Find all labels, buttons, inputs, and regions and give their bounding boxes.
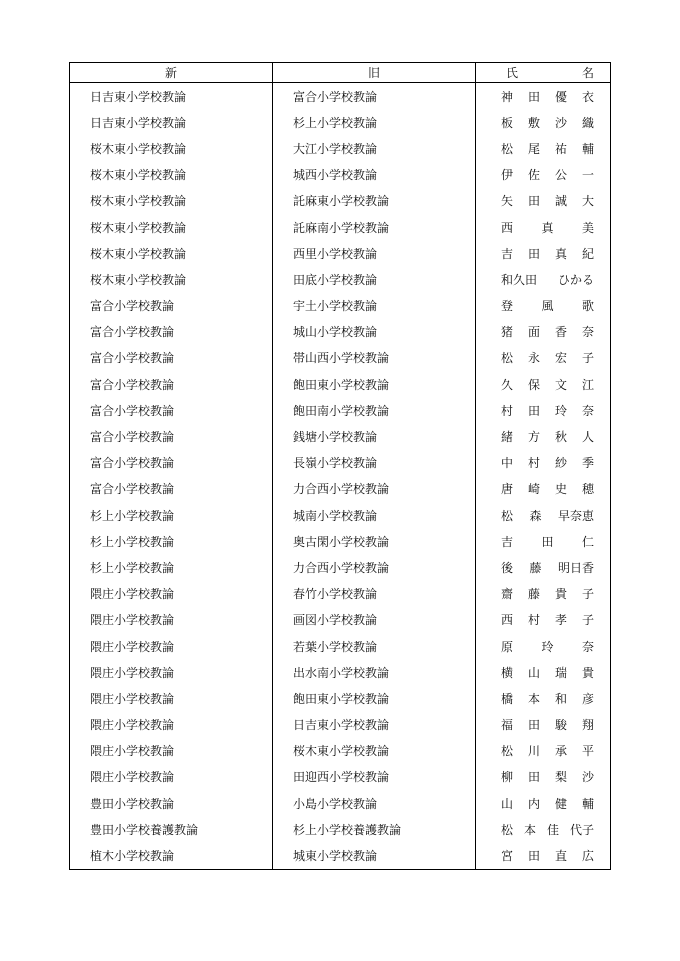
name-part: 奈	[581, 403, 594, 418]
header-name-part: 名	[581, 66, 594, 80]
name-part: 田	[541, 534, 554, 549]
name-part: 森	[529, 508, 542, 523]
table-row	[70, 712, 611, 738]
name-part: 齋	[501, 587, 514, 602]
name-part: 本	[523, 822, 536, 837]
table-row	[70, 266, 611, 292]
name-part: 奈	[581, 325, 594, 340]
table-row	[70, 345, 611, 371]
name-part: 貴	[554, 587, 567, 602]
person-name-cell	[476, 83, 611, 110]
new-position-cell: 富合小学校教論	[70, 397, 273, 423]
name-part: 誠	[554, 194, 567, 209]
new-position-cell: 隈庄小学校教論	[70, 712, 273, 738]
table-row	[70, 109, 611, 135]
name-part: 優	[554, 89, 567, 104]
table-row	[70, 790, 611, 816]
new-position-cell: 豊田小学校養護教論	[70, 816, 273, 842]
old-position-cell: 城東小学校教論	[273, 842, 476, 869]
name-part: 人	[581, 430, 594, 445]
old-position-cell: 飽田南小学校教論	[273, 397, 476, 423]
old-position-cell: 城西小学校教論	[273, 162, 476, 188]
name-part: 横	[501, 665, 514, 680]
name-part: 香	[554, 325, 567, 340]
person-name-cell	[476, 842, 611, 869]
name-part: 孝	[554, 613, 567, 628]
new-position-cell: 隈庄小学校教論	[70, 738, 273, 764]
name-part: 田	[527, 849, 540, 864]
header-old: 旧	[273, 63, 476, 83]
name-part: 明日香	[557, 560, 594, 575]
person-name-cell	[476, 109, 611, 135]
name-part: 原	[501, 639, 514, 654]
table-row	[70, 764, 611, 790]
table-row	[70, 293, 611, 319]
old-position-cell: 画図小学校教論	[273, 607, 476, 633]
name-part: 玲	[541, 639, 554, 654]
table-row	[70, 188, 611, 214]
name-part: 江	[581, 377, 594, 392]
table-row	[70, 214, 611, 240]
name-part: 柳	[501, 770, 514, 785]
name-part: 宏	[554, 351, 567, 366]
old-position-cell: 春竹小学校教論	[273, 581, 476, 607]
header-new: 新	[70, 63, 273, 83]
old-position-cell: 帯山西小学校教論	[273, 345, 476, 371]
new-position-cell: 富合小学校教論	[70, 371, 273, 397]
new-position-cell: 桜木東小学校教論	[70, 214, 273, 240]
old-position-cell: 杉上小学校教論	[273, 109, 476, 135]
person-name-cell	[476, 764, 611, 790]
name-part: 子	[581, 587, 594, 602]
name-part: 季	[581, 456, 594, 471]
person-name-cell	[476, 685, 611, 711]
person-name-cell	[476, 240, 611, 266]
name-part: 松	[501, 351, 514, 366]
person-name-cell	[476, 293, 611, 319]
name-part: 早奈恵	[557, 508, 594, 523]
name-part: 山	[501, 796, 514, 811]
table-row	[70, 842, 611, 869]
table-row	[70, 528, 611, 554]
new-position-cell: 隈庄小学校教論	[70, 633, 273, 659]
name-part: 尾	[527, 141, 540, 156]
header-name	[476, 63, 611, 83]
name-part: 公	[554, 168, 567, 183]
name-part: 奈	[581, 639, 594, 654]
name-part: 福	[501, 718, 514, 733]
person-name-cell	[476, 214, 611, 240]
person-name-cell	[476, 581, 611, 607]
name-part: 内	[527, 796, 540, 811]
new-position-cell: 日吉東小学校教論	[70, 83, 273, 110]
name-part: 佳	[546, 822, 559, 837]
name-part: 健	[554, 796, 567, 811]
name-part: 瑞	[554, 665, 567, 680]
name-part: 沙	[554, 115, 567, 130]
name-part: 真	[554, 246, 567, 261]
name-part: 西	[501, 220, 514, 235]
new-position-cell: 杉上小学校教論	[70, 554, 273, 580]
name-part: 和	[554, 691, 567, 706]
old-position-cell: 小島小学校教論	[273, 790, 476, 816]
person-name-cell	[476, 816, 611, 842]
new-position-cell: 豊田小学校教論	[70, 790, 273, 816]
new-position-cell: 杉上小学校教論	[70, 528, 273, 554]
new-position-cell: 日吉東小学校教論	[70, 109, 273, 135]
name-part: 沙	[581, 770, 594, 785]
new-position-cell: 隈庄小学校教論	[70, 659, 273, 685]
name-part: 祐	[554, 141, 567, 156]
person-name-cell	[476, 397, 611, 423]
old-position-cell: 桜木東小学校教論	[273, 738, 476, 764]
name-part: 文	[554, 377, 567, 392]
name-part: 村	[501, 403, 514, 418]
old-position-cell: 託麻南小学校教論	[273, 214, 476, 240]
person-name-cell	[476, 476, 611, 502]
new-position-cell: 富合小学校教論	[70, 476, 273, 502]
table-row	[70, 607, 611, 633]
name-part: 橋	[501, 691, 514, 706]
table-row	[70, 240, 611, 266]
name-part: 直	[554, 849, 567, 864]
new-position-cell: 富合小学校教論	[70, 293, 273, 319]
name-part: 松	[501, 141, 514, 156]
name-part: 緒	[501, 430, 514, 445]
name-part: 穂	[581, 482, 594, 497]
header-name-part: 氏	[506, 66, 519, 80]
name-part: 子	[581, 613, 594, 628]
old-position-cell: 城山小学校教論	[273, 319, 476, 345]
person-name-cell	[476, 162, 611, 188]
old-position-cell: 田迎西小学校教論	[273, 764, 476, 790]
name-part: 神	[501, 89, 514, 104]
new-position-cell: 隈庄小学校教論	[70, 581, 273, 607]
person-name-cell	[476, 712, 611, 738]
old-position-cell: 城南小学校教論	[273, 502, 476, 528]
table-row	[70, 633, 611, 659]
old-position-cell: 田底小学校教論	[273, 266, 476, 292]
table-row	[70, 450, 611, 476]
name-part: 村	[527, 613, 540, 628]
old-position-cell: 託麻東小学校教論	[273, 188, 476, 214]
person-name-cell	[476, 790, 611, 816]
name-part: 貴	[581, 665, 594, 680]
name-part: 本	[527, 691, 540, 706]
name-part: 中	[501, 456, 514, 471]
name-part: 真	[541, 220, 554, 235]
name-part: 吉	[501, 246, 514, 261]
person-name-cell	[476, 135, 611, 161]
new-position-cell: 桜木東小学校教論	[70, 162, 273, 188]
new-position-cell: 植木小学校教論	[70, 842, 273, 869]
table-row	[70, 162, 611, 188]
person-name-cell	[476, 371, 611, 397]
name-part: 歌	[581, 299, 594, 314]
old-position-cell: 飽田東小学校教論	[273, 685, 476, 711]
old-position-cell: 若葉小学校教論	[273, 633, 476, 659]
table-row	[70, 423, 611, 449]
old-position-cell: 日吉東小学校教論	[273, 712, 476, 738]
name-part: 衣	[581, 89, 594, 104]
old-position-cell: 出水南小学校教論	[273, 659, 476, 685]
name-part: 承	[554, 744, 567, 759]
name-part: 松	[501, 744, 514, 759]
name-part: 松	[501, 508, 514, 523]
new-position-cell: 隈庄小学校教論	[70, 685, 273, 711]
table-row	[70, 319, 611, 345]
new-position-cell: 桜木東小学校教論	[70, 188, 273, 214]
name-part: 織	[581, 115, 594, 130]
name-part: ひかる	[557, 272, 594, 287]
name-part: 川	[527, 744, 540, 759]
name-part: 藤	[529, 560, 542, 575]
old-position-cell: 西里小学校教論	[273, 240, 476, 266]
table-row	[70, 581, 611, 607]
name-part: 一	[581, 168, 594, 183]
name-part: 田	[527, 770, 540, 785]
name-part: 彦	[581, 691, 594, 706]
name-part: 板	[501, 115, 514, 130]
name-part: 松	[501, 822, 514, 837]
new-position-cell: 杉上小学校教論	[70, 502, 273, 528]
table-row	[70, 659, 611, 685]
name-part: 西	[501, 613, 514, 628]
name-part: 子	[581, 351, 594, 366]
personnel-table	[69, 62, 611, 870]
new-position-cell: 桜木東小学校教論	[70, 240, 273, 266]
name-part: 田	[527, 194, 540, 209]
table-row	[70, 135, 611, 161]
new-position-cell: 富合小学校教論	[70, 319, 273, 345]
old-position-cell: 力合西小学校教論	[273, 554, 476, 580]
person-name-cell	[476, 528, 611, 554]
table-row	[70, 397, 611, 423]
old-position-cell: 奥古閑小学校教論	[273, 528, 476, 554]
table-row	[70, 554, 611, 580]
table-row	[70, 476, 611, 502]
old-position-cell: 銭塘小学校教論	[273, 423, 476, 449]
new-position-cell: 富合小学校教論	[70, 423, 273, 449]
name-part: 山	[527, 665, 540, 680]
person-name-cell	[476, 633, 611, 659]
name-part: 翔	[581, 718, 594, 733]
name-part: 面	[527, 325, 540, 340]
name-part: 藤	[527, 587, 540, 602]
table-row	[70, 83, 611, 110]
table-row	[70, 502, 611, 528]
name-part: 代子	[569, 822, 594, 837]
old-position-cell: 大江小学校教論	[273, 135, 476, 161]
person-name-cell	[476, 319, 611, 345]
name-part: 駿	[554, 718, 567, 733]
name-part: 伊	[501, 168, 514, 183]
person-name-cell	[476, 345, 611, 371]
name-part: 田	[527, 718, 540, 733]
name-part: 登	[501, 299, 514, 314]
name-part: 梨	[554, 770, 567, 785]
person-name-cell	[476, 659, 611, 685]
old-position-cell: 力合西小学校教論	[273, 476, 476, 502]
name-part: 美	[581, 220, 594, 235]
name-part: 平	[581, 744, 594, 759]
name-part: 秋	[554, 430, 567, 445]
person-name-cell	[476, 188, 611, 214]
new-position-cell: 富合小学校教論	[70, 345, 273, 371]
name-part: 方	[527, 430, 540, 445]
table-row	[70, 685, 611, 711]
table-row	[70, 371, 611, 397]
name-part: 広	[581, 849, 594, 864]
name-part: 輔	[581, 141, 594, 156]
person-name-cell	[476, 502, 611, 528]
new-position-cell: 隈庄小学校教論	[70, 607, 273, 633]
name-part: 大	[581, 194, 594, 209]
new-position-cell: 桜木東小学校教論	[70, 266, 273, 292]
name-part: 敷	[527, 115, 540, 130]
name-part: 矢	[501, 194, 514, 209]
name-part: 崎	[527, 482, 540, 497]
name-part: 唐	[501, 482, 514, 497]
old-position-cell: 富合小学校教論	[273, 83, 476, 110]
name-part: 田	[527, 89, 540, 104]
header-row	[70, 63, 611, 83]
table-row	[70, 816, 611, 842]
old-position-cell: 宇土小学校教論	[273, 293, 476, 319]
name-part: 仁	[581, 534, 594, 549]
name-part: 玲	[554, 403, 567, 418]
old-position-cell: 杉上小学校養護教論	[273, 816, 476, 842]
person-name-cell	[476, 738, 611, 764]
person-name-cell	[476, 607, 611, 633]
name-part: 吉	[501, 534, 514, 549]
name-part: 和久田	[501, 272, 538, 287]
name-part: 久	[501, 377, 514, 392]
name-part: 風	[541, 299, 554, 314]
name-part: 輔	[581, 796, 594, 811]
name-part: 猪	[501, 325, 514, 340]
name-part: 後	[501, 560, 514, 575]
name-part: 佐	[527, 168, 540, 183]
old-position-cell: 長嶺小学校教論	[273, 450, 476, 476]
new-position-cell: 富合小学校教論	[70, 450, 273, 476]
name-part: 保	[527, 377, 540, 392]
table-row	[70, 738, 611, 764]
name-part: 紗	[554, 456, 567, 471]
old-position-cell: 飽田東小学校教論	[273, 371, 476, 397]
name-part: 宮	[501, 849, 514, 864]
person-name-cell	[476, 266, 611, 292]
new-position-cell: 桜木東小学校教論	[70, 135, 273, 161]
name-part: 田	[527, 246, 540, 261]
name-part: 村	[527, 456, 540, 471]
name-part: 田	[527, 403, 540, 418]
name-part: 永	[527, 351, 540, 366]
person-name-cell	[476, 423, 611, 449]
person-name-cell	[476, 554, 611, 580]
person-name-cell	[476, 450, 611, 476]
new-position-cell: 隈庄小学校教論	[70, 764, 273, 790]
name-part: 紀	[581, 246, 594, 261]
name-part: 史	[554, 482, 567, 497]
